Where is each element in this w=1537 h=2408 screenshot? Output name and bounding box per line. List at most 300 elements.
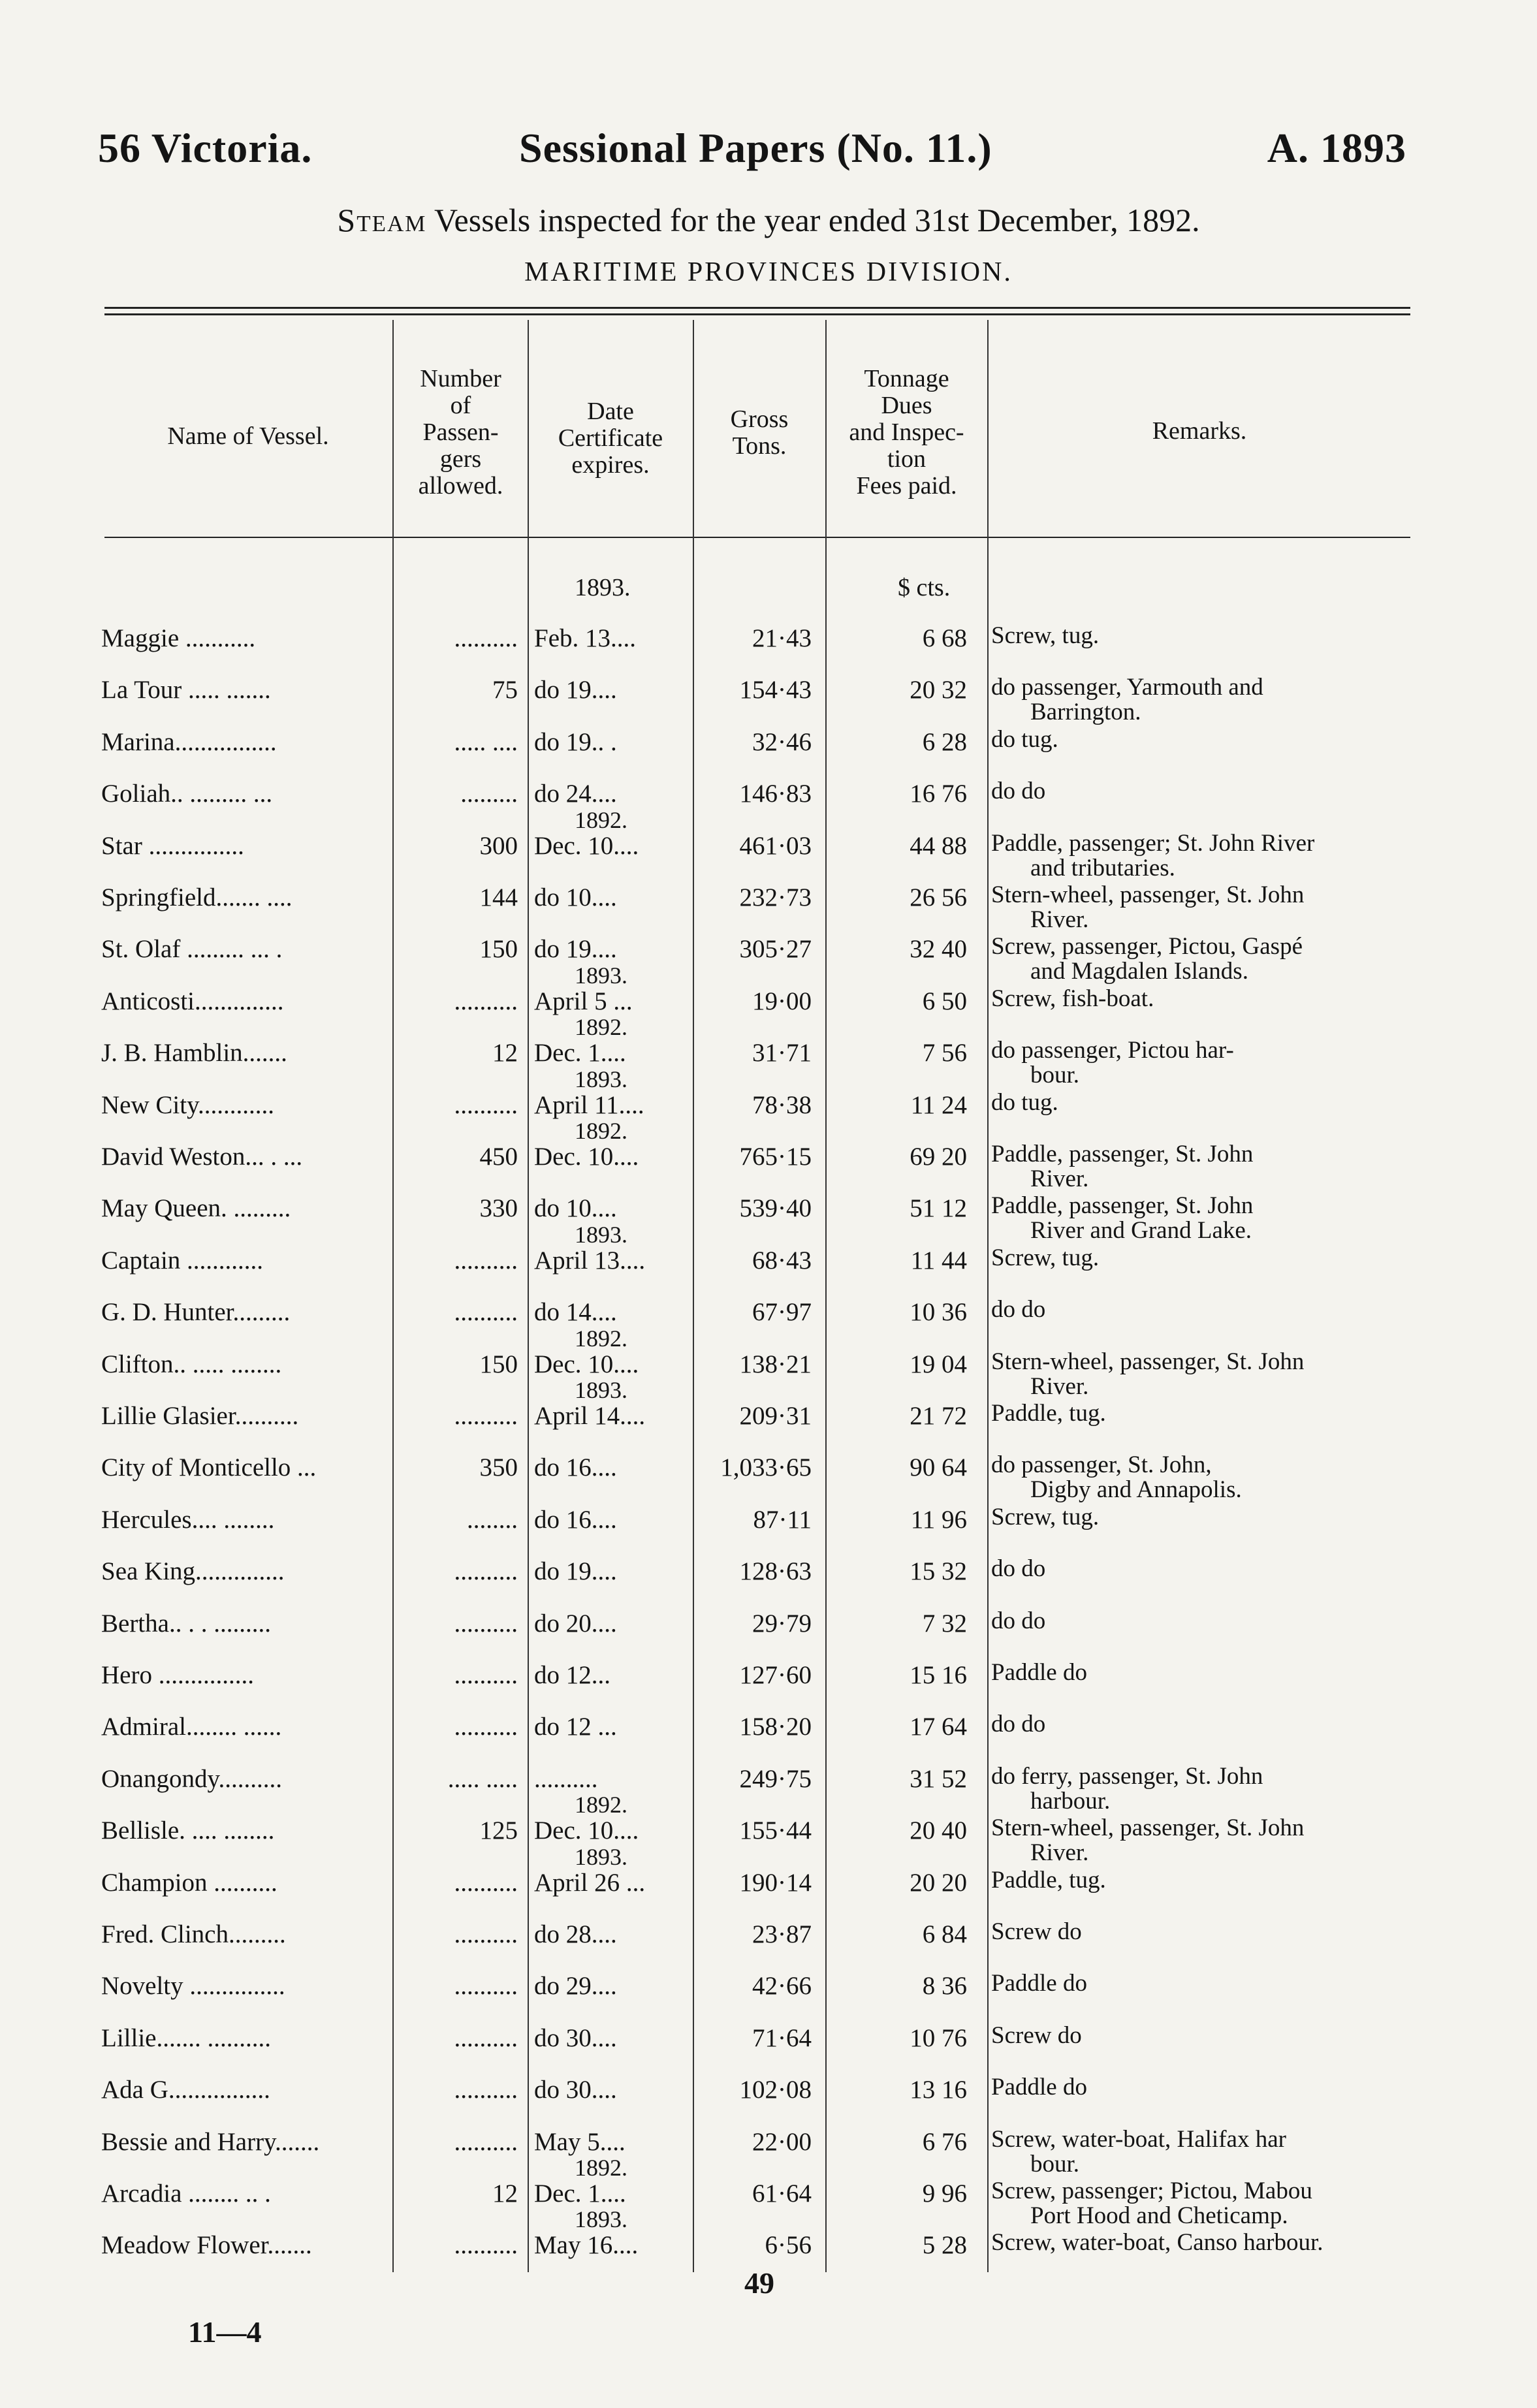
remarks <box>991 1038 1409 1088</box>
gross-tons: 146·83 <box>739 780 812 808</box>
column-header-line: Gross <box>730 405 789 433</box>
passengers-allowed: .......... <box>454 2127 518 2156</box>
table-row <box>0 934 1537 987</box>
passengers-allowed: 12 <box>492 1039 518 1068</box>
remarks <box>991 1350 1409 1399</box>
remarks-line: Screw, tug. <box>991 622 1100 649</box>
passengers-allowed: .......... <box>454 1246 518 1275</box>
certificate-expiry: do 24.... <box>534 780 617 808</box>
remarks <box>991 1401 1409 1426</box>
table-row <box>0 1325 1537 1402</box>
column-header-dues <box>827 366 987 499</box>
table-row <box>0 883 1537 935</box>
gross-tons: 138·21 <box>739 1350 812 1378</box>
certificate-year: 1892. <box>575 806 627 833</box>
remarks-line: Paddle, passenger, St. John <box>991 1192 1254 1220</box>
tonnage-dues: 11 24 <box>910 1090 967 1119</box>
tonnage-dues: 5 28 <box>922 2231 967 2260</box>
remarks-line: River. <box>1030 1839 1089 1867</box>
tonnage-dues: 6 68 <box>922 624 967 652</box>
column-header-name <box>104 423 392 450</box>
certificate-expiry: Dec. 1.... <box>534 2179 626 2208</box>
tonnage-dues: 31 52 <box>910 1764 967 1793</box>
gross-tons: 155·44 <box>739 1816 812 1845</box>
column-header-line: gers <box>439 445 482 473</box>
certificate-expiry: do 14.... <box>534 1298 617 1327</box>
remarks-line: River. <box>1030 1372 1089 1400</box>
remarks <box>991 831 1409 881</box>
remarks <box>991 883 1409 932</box>
gross-tons: 42·66 <box>752 1972 812 2001</box>
vessel-name: La Tour ..... ....... <box>101 676 271 705</box>
column-header-remarks <box>989 418 1410 445</box>
table-row <box>0 727 1537 780</box>
remarks-line: Paddle, passenger, St. John <box>991 1141 1254 1167</box>
remarks-line: do do <box>991 1296 1046 1323</box>
tonnage-dues: 69 20 <box>910 1143 967 1171</box>
column-header-line: Remarks. <box>1152 417 1247 445</box>
remarks-line: bour. <box>1030 2150 1080 2178</box>
column-header-line: Date <box>587 398 634 425</box>
remarks-line: Barrington. <box>1030 699 1141 726</box>
certificate-expiry: Dec. 10.... <box>534 1816 639 1845</box>
gross-tons: 78·38 <box>752 1090 812 1119</box>
certificate-year: 1893. <box>575 962 627 989</box>
passengers-allowed: 125 <box>479 1816 518 1845</box>
header-year: A. 1893 <box>1267 125 1406 171</box>
passengers-allowed: .......... <box>454 2023 518 2052</box>
remarks <box>991 2023 1409 2048</box>
remarks-line: do tug. <box>991 1088 1058 1116</box>
certificate-expiry: April 14.... <box>534 1402 646 1430</box>
column-header-line: Number <box>420 365 501 392</box>
certificate-expiry: Feb. 13.... <box>534 624 636 652</box>
certificate-expiry: April 26 ... <box>534 1868 646 1897</box>
column-header-line: Tonnage <box>864 365 949 392</box>
tonnage-dues: 44 88 <box>910 831 967 860</box>
remarks <box>991 2230 1409 2255</box>
passengers-allowed: 12 <box>492 2179 518 2208</box>
remarks <box>991 1660 1409 1685</box>
column-header-date <box>529 398 692 479</box>
remarks-line: Screw, tug. <box>991 1503 1100 1530</box>
column-header-line: Dues <box>881 392 932 419</box>
vessel-name: Bellisle. .... ........ <box>101 1816 275 1845</box>
table-row <box>0 1971 1537 2023</box>
remarks-line: River and Grand Lake. <box>1030 1217 1252 1244</box>
top-rule <box>104 307 1410 309</box>
certificate-expiry: Dec. 10.... <box>534 1143 639 1171</box>
tonnage-dues: 6 76 <box>922 2127 967 2156</box>
remarks-line: and tributaries. <box>1030 854 1175 881</box>
gross-tons: 87·11 <box>753 1505 812 1534</box>
tonnage-dues: 9 96 <box>922 2179 967 2208</box>
gross-tons: 61·64 <box>752 2179 812 2208</box>
tonnage-dues: 21 72 <box>910 1402 967 1430</box>
remarks-line: Paddle, passenger; St. John River <box>991 829 1315 857</box>
passengers-allowed: .......... <box>454 624 518 652</box>
vessel-name: Star ............... <box>101 831 244 860</box>
signature-mark: 11—4 <box>188 2315 262 2349</box>
remarks-line: Stern-wheel, passenger, St. John <box>991 1348 1305 1375</box>
certificate-expiry: do 16.... <box>534 1505 617 1534</box>
remarks-line: Stern-wheel, passenger, St. John <box>991 881 1305 908</box>
table-row <box>0 1660 1537 1713</box>
tonnage-dues: 17 64 <box>910 1713 967 1741</box>
passengers-allowed: .......... <box>454 1972 518 2001</box>
remarks-line: bour. <box>1030 1062 1080 1089</box>
gross-tons: 305·27 <box>739 935 812 964</box>
remarks-line: Screw, water-boat, Canso harbour. <box>991 2229 1323 2257</box>
column-header-passengers <box>394 366 528 499</box>
passengers-allowed: 75 <box>492 676 518 705</box>
passengers-allowed: .......... <box>454 1713 518 1741</box>
gross-tons: 22·00 <box>752 2127 812 2156</box>
remarks-line: Screw, water-boat, Halifax har <box>991 2125 1286 2153</box>
table-row <box>0 1920 1537 1972</box>
gross-tons: 232·73 <box>739 883 812 911</box>
tonnage-dues: 20 20 <box>910 1868 967 1897</box>
table-row <box>0 1505 1537 1557</box>
passengers-allowed: 150 <box>479 935 518 964</box>
header-session: 56 Victoria. <box>98 125 313 171</box>
certificate-expiry: do 19.... <box>534 676 617 705</box>
tonnage-dues: 6 28 <box>922 727 967 756</box>
remarks-line: do ferry, passenger, St. John <box>991 1762 1263 1790</box>
certificate-expiry: April 13.... <box>534 1246 646 1275</box>
remarks-line: do passenger, St. John, <box>991 1451 1212 1479</box>
remarks-line: do tug. <box>991 725 1058 753</box>
table-subtitle <box>0 201 1537 239</box>
vessel-name: Onangondy.......... <box>101 1764 282 1793</box>
certificate-expiry: do 30.... <box>534 2076 617 2104</box>
tonnage-dues: 8 36 <box>922 1972 967 2001</box>
certificate-expiry: Dec. 1.... <box>534 1039 626 1068</box>
remarks <box>991 2127 1409 2177</box>
remarks-line: Screw, passenger; Pictou, Mabou <box>991 2178 1312 2204</box>
header-sessional-papers: Sessional Papers (No. 11.) <box>519 125 992 171</box>
remarks-line: and Magdalen Islands. <box>1030 958 1248 985</box>
remarks <box>991 1246 1409 1271</box>
table-row <box>0 1609 1537 1661</box>
vessel-name: David Weston... . ... <box>101 1143 303 1171</box>
certificate-year: 1892. <box>575 1792 627 1818</box>
remarks-line: River. <box>1030 1165 1089 1192</box>
remarks <box>991 779 1409 804</box>
certificate-year: 1892. <box>575 1325 627 1352</box>
vessel-name: Novelty ............... <box>101 1972 285 2001</box>
table-row <box>0 2127 1537 2179</box>
tonnage-dues: 7 32 <box>922 1609 967 1638</box>
table-row <box>0 1712 1537 1764</box>
vessel-name: Sea King.............. <box>101 1557 285 1586</box>
remarks-line: Screw, passenger, Pictou, Gaspé <box>991 933 1303 960</box>
tonnage-dues: 6 50 <box>922 987 967 1015</box>
column-header-line: Passen- <box>422 419 499 446</box>
tonnage-dues: 13 16 <box>910 2076 967 2104</box>
remarks-line: do do <box>991 1555 1046 1583</box>
remarks-line: Port Hood and Cheticamp. <box>1030 2202 1288 2229</box>
vessel-name: Lillie....... .......... <box>101 2023 271 2052</box>
passengers-allowed: 144 <box>479 883 518 911</box>
column-header-line: Name of Vessel. <box>167 422 329 450</box>
table-row <box>0 806 1537 883</box>
vessel-name: Lillie Glasier.......... <box>101 1402 299 1430</box>
passengers-allowed: ......... <box>460 780 518 808</box>
vessel-name: Meadow Flower....... <box>101 2231 312 2260</box>
page-number: 49 <box>744 2266 774 2300</box>
remarks <box>991 1194 1409 1243</box>
tonnage-dues: 10 36 <box>910 1298 967 1327</box>
remarks-line: Paddle, tug. <box>991 1866 1106 1893</box>
vessel-name: Hero ............... <box>101 1661 254 1689</box>
tonnage-dues: 11 44 <box>910 1246 967 1275</box>
vessel-name: New City............ <box>101 1090 275 1119</box>
remarks <box>991 1868 1409 1893</box>
vessel-name: Bessie and Harry....... <box>101 2127 320 2156</box>
certificate-expiry: do 29.... <box>534 1972 617 2001</box>
subtitle-rest: Vessels inspected for the year ended 31st December, 1892. <box>426 202 1200 238</box>
certificate-year: 1893. <box>575 2206 627 2233</box>
passengers-allowed: .......... <box>454 2231 518 2260</box>
passengers-allowed: ........ <box>467 1505 518 1534</box>
tonnage-dues: 16 76 <box>910 780 967 808</box>
certificate-expiry: do 16.... <box>534 1453 617 1482</box>
gross-tons: 190·14 <box>739 1868 812 1897</box>
table-row <box>0 1764 1537 1816</box>
vessel-name: Hercules.... ........ <box>101 1505 275 1534</box>
certificate-expiry: do 19.... <box>534 935 617 964</box>
certificate-expiry: do 30.... <box>534 2023 617 2052</box>
vessel-name: G. D. Hunter......... <box>101 1298 291 1327</box>
vessel-name: Arcadia ........ .. . <box>101 2179 271 2208</box>
remarks <box>991 1505 1409 1530</box>
gross-tons: 29·79 <box>752 1609 812 1638</box>
remarks-line: do passenger, Pictou har- <box>991 1037 1234 1064</box>
column-header-line: Fees paid. <box>856 472 957 499</box>
gross-tons: 154·43 <box>739 676 812 705</box>
remarks-line: do do <box>991 1607 1046 1634</box>
remarks <box>991 2075 1409 2100</box>
table-row <box>0 1014 1537 1090</box>
table-row <box>0 1194 1537 1246</box>
certificate-expiry: do 10.... <box>534 883 617 911</box>
remarks-line: Paddle do <box>991 1659 1087 1686</box>
passengers-allowed: .......... <box>454 1661 518 1689</box>
gross-tons: 128·63 <box>739 1557 812 1586</box>
vessel-name: J. B. Hamblin....... <box>101 1039 287 1068</box>
tonnage-dues: 7 56 <box>922 1039 967 1068</box>
column-header-line: and Inspec- <box>849 419 964 446</box>
remarks-line: Paddle do <box>991 2074 1087 2101</box>
certificate-expiry: May 16.... <box>534 2231 639 2260</box>
vessel-name: Admiral........ ...... <box>101 1713 282 1741</box>
certificate-year: 1892. <box>575 2155 627 2181</box>
passengers-allowed: .......... <box>454 1298 518 1327</box>
vessel-name: Goliah.. ......... ... <box>101 780 273 808</box>
division-title: MARITIME PROVINCES DIVISION. <box>524 257 1013 287</box>
passengers-allowed: 350 <box>479 1453 518 1482</box>
gross-tons: 765·15 <box>739 1143 812 1171</box>
remarks-line: Paddle do <box>991 1970 1087 1997</box>
remarks <box>991 1764 1409 1814</box>
passengers-allowed: ..... ..... <box>447 1764 518 1793</box>
gross-tons: 68·43 <box>752 1246 812 1275</box>
passengers-allowed: .......... <box>454 987 518 1015</box>
tonnage-dues: 6 84 <box>922 1920 967 1948</box>
certificate-year: 1893. <box>575 1377 627 1403</box>
certificate-expiry: .......... <box>534 1764 598 1793</box>
column-header-line: expires. <box>571 451 650 479</box>
gross-tons: 209·31 <box>739 1402 812 1430</box>
remarks <box>991 1297 1409 1322</box>
remarks-line: do do <box>991 1711 1046 1738</box>
passengers-allowed: .......... <box>454 1557 518 1586</box>
subtitle-lead: Steam <box>337 202 427 238</box>
vessel-name: Maggie ........... <box>101 624 256 652</box>
remarks <box>991 1090 1409 1115</box>
gross-tons: 461·03 <box>739 831 812 860</box>
remarks-line: do passenger, Yarmouth and <box>991 674 1263 701</box>
remarks <box>991 934 1409 984</box>
certificate-expiry: do 20.... <box>534 1609 617 1638</box>
remarks <box>991 727 1409 752</box>
passengers-allowed: .......... <box>454 1868 518 1897</box>
remarks-line: Screw, tug. <box>991 1244 1100 1271</box>
vessel-name: Clifton.. ..... ........ <box>101 1350 282 1378</box>
passengers-allowed: .......... <box>454 1090 518 1119</box>
remarks <box>991 624 1409 648</box>
year-unit-label: 1893. <box>575 574 631 601</box>
tonnage-dues: 10 76 <box>910 2023 967 2052</box>
remarks-line: Paddle, tug. <box>991 1400 1106 1427</box>
column-header-gross <box>694 406 825 460</box>
gross-tons: 67·97 <box>752 1298 812 1327</box>
passengers-allowed: .......... <box>454 1920 518 1948</box>
remarks-line: Screw do <box>991 1918 1082 1945</box>
remarks <box>991 1712 1409 1737</box>
table-row <box>0 779 1537 831</box>
vessel-name: Marina................ <box>101 727 277 756</box>
vessel-name: Bertha.. . . ......... <box>101 1609 271 1638</box>
passengers-allowed: ..... .... <box>454 727 518 756</box>
certificate-expiry: do 19.... <box>534 1557 617 1586</box>
table-row <box>0 624 1537 676</box>
vessel-name: Anticosti.............. <box>101 987 284 1015</box>
remarks <box>991 1453 1409 1502</box>
gross-tons: 127·60 <box>739 1661 812 1689</box>
vessel-name: Fred. Clinch......... <box>101 1920 286 1948</box>
gross-tons: 539·40 <box>739 1194 812 1223</box>
passengers-allowed: .......... <box>454 2076 518 2104</box>
remarks-line: Screw do <box>991 2021 1082 2049</box>
certificate-expiry: April 5 ... <box>534 987 633 1015</box>
vessel-name: May Queen. ......... <box>101 1194 291 1223</box>
top-rule-second <box>104 313 1410 315</box>
column-header-line: tion <box>887 445 927 473</box>
remarks <box>991 1609 1409 1634</box>
header-bottom-rule <box>104 537 1410 538</box>
certificate-expiry: Dec. 10.... <box>534 831 639 860</box>
tonnage-dues: 32 40 <box>910 935 967 964</box>
tonnage-dues: 51 12 <box>910 1194 967 1223</box>
vessel-name: Ada G................ <box>101 2076 270 2104</box>
column-header-line: allowed. <box>418 472 503 499</box>
table-row <box>0 1297 1537 1350</box>
remarks <box>991 2179 1409 2228</box>
vessel-name: St. Olaf ......... ... . <box>101 935 283 964</box>
remarks <box>991 1557 1409 1581</box>
remarks <box>991 1142 1409 1192</box>
remarks-line: River. <box>1030 906 1089 933</box>
gross-tons: 249·75 <box>739 1764 812 1793</box>
gross-tons: 21·43 <box>752 624 812 652</box>
table-row <box>0 675 1537 727</box>
column-header-line: Certificate <box>558 424 663 452</box>
remarks <box>991 675 1409 725</box>
certificate-expiry: April 11.... <box>534 1090 644 1119</box>
gross-tons: 31·71 <box>752 1039 812 1068</box>
gross-tons: 102·08 <box>739 2076 812 2104</box>
tonnage-dues: 20 32 <box>910 676 967 705</box>
currency-unit-label: $ cts. <box>898 574 951 601</box>
certificate-expiry: do 12... <box>534 1661 610 1689</box>
certificate-expiry: May 5.... <box>534 2127 626 2156</box>
certificate-year: 1892. <box>575 1014 627 1041</box>
gross-tons: 19·00 <box>752 987 812 1015</box>
remarks-line: do do <box>991 778 1046 805</box>
remarks-line: Screw, fish-boat. <box>991 985 1154 1012</box>
table-row <box>0 2023 1537 2076</box>
tonnage-dues: 11 96 <box>910 1505 967 1534</box>
column-header-line: Tons. <box>732 432 787 460</box>
remarks <box>991 1816 1409 1865</box>
gross-tons: 158·20 <box>739 1713 812 1741</box>
gross-tons: 71·64 <box>752 2023 812 2052</box>
remarks-line: Stern-wheel, passenger, St. John <box>991 1814 1305 1842</box>
table-row <box>0 2075 1537 2127</box>
tonnage-dues: 15 32 <box>910 1557 967 1586</box>
gross-tons: 1,033·65 <box>720 1453 812 1482</box>
column-header-line: of <box>450 392 471 419</box>
remarks <box>991 987 1409 1011</box>
certificate-expiry: do 19.. . <box>534 727 617 756</box>
passengers-allowed: 450 <box>479 1143 518 1171</box>
certificate-year: 1893. <box>575 1221 627 1248</box>
vessel-name: City of Monticello ... <box>101 1453 317 1482</box>
passengers-allowed: .......... <box>454 1609 518 1638</box>
remarks <box>991 1971 1409 1996</box>
remarks-line: Digby and Annapolis. <box>1030 1476 1242 1504</box>
certificate-expiry: Dec. 10.... <box>534 1350 639 1378</box>
tonnage-dues: 26 56 <box>910 883 967 911</box>
gross-tons: 23·87 <box>752 1920 812 1948</box>
tonnage-dues: 15 16 <box>910 1661 967 1689</box>
gross-tons: 32·46 <box>752 727 812 756</box>
tonnage-dues: 90 64 <box>910 1453 967 1482</box>
gross-tons: 6·56 <box>765 2231 812 2260</box>
certificate-expiry: do 12 ... <box>534 1713 617 1741</box>
remarks-line: harbour. <box>1030 1787 1111 1814</box>
tonnage-dues: 20 40 <box>910 1816 967 1845</box>
table-row <box>0 1557 1537 1609</box>
certificate-year: 1893. <box>575 1843 627 1870</box>
certificate-expiry: do 28.... <box>534 1920 617 1948</box>
remarks <box>991 1920 1409 1944</box>
vessel-name: Springfield....... .... <box>101 883 293 911</box>
certificate-year: 1892. <box>575 1118 627 1144</box>
passengers-allowed: 150 <box>479 1350 518 1378</box>
